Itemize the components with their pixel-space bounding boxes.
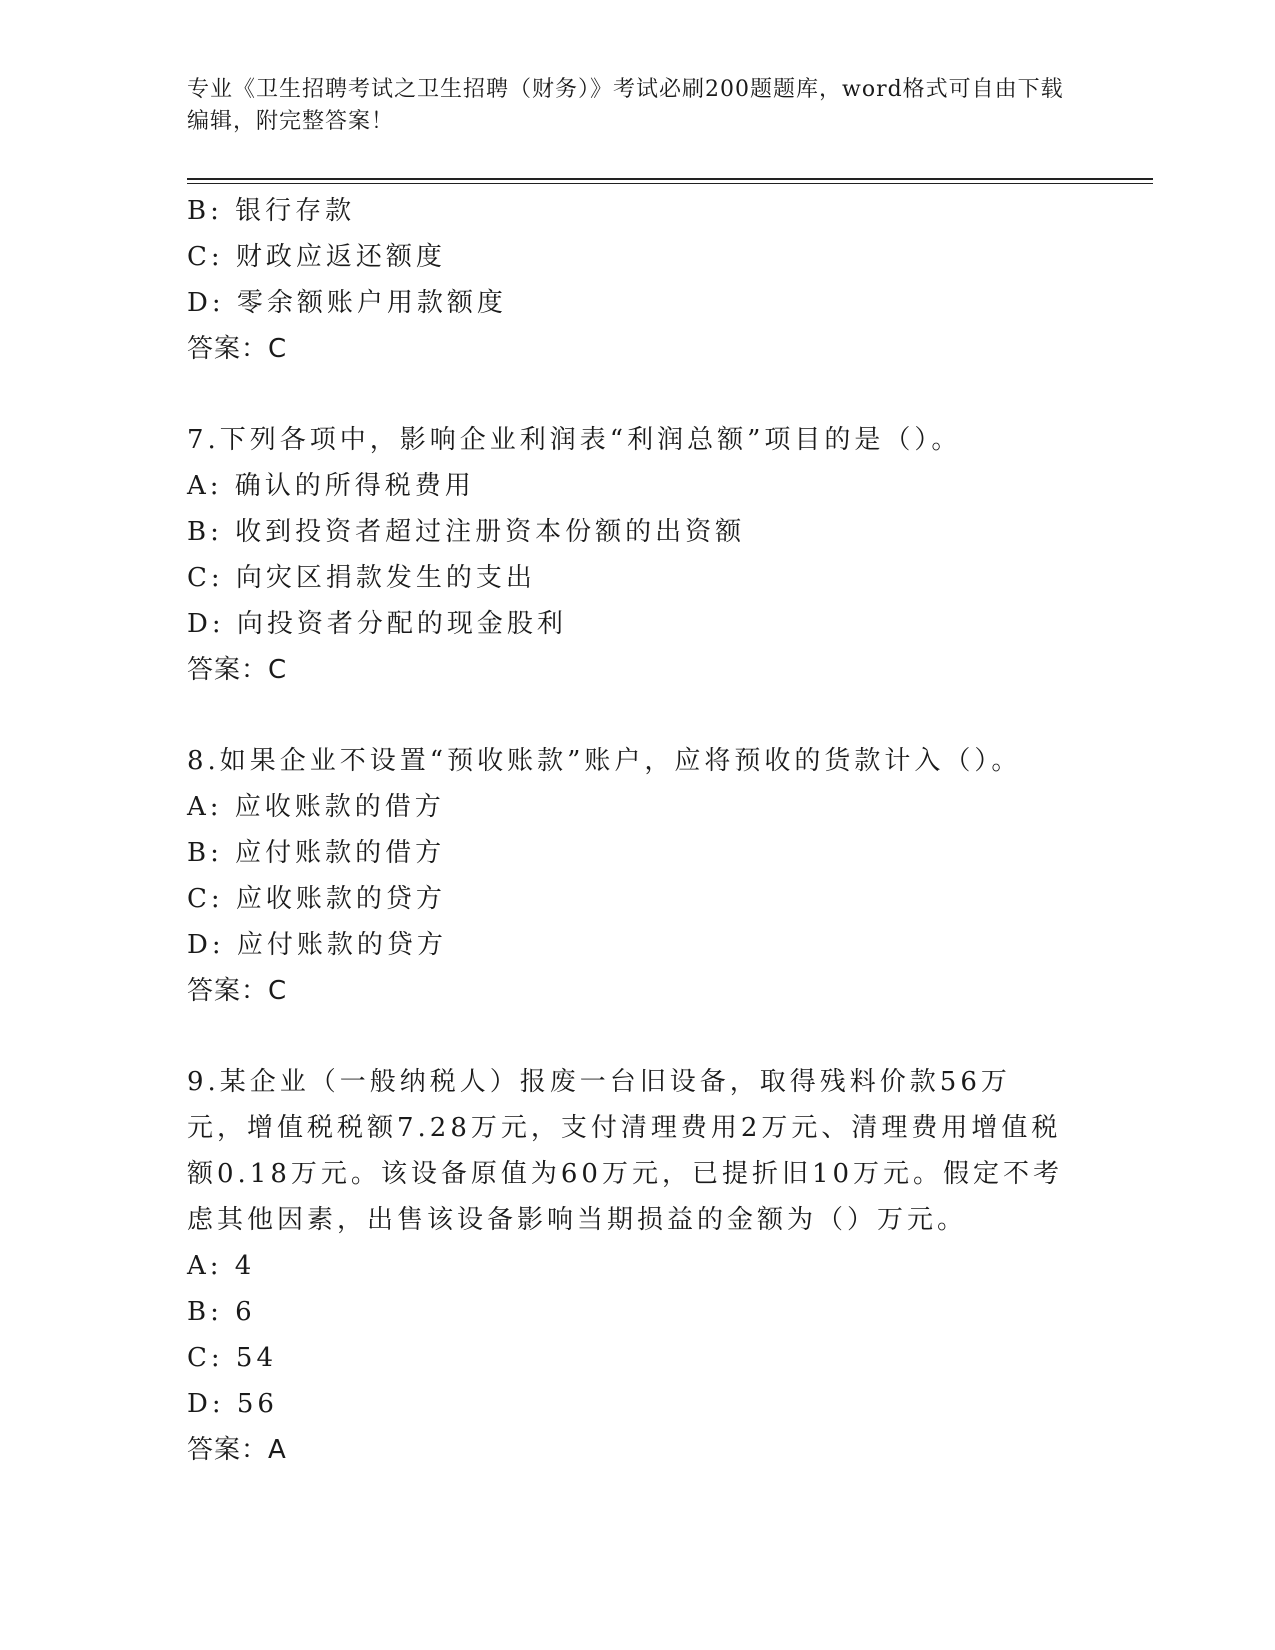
- option-c: C: 向灾区捐款发生的支出: [187, 563, 536, 593]
- answer: 答案：A: [187, 1435, 287, 1465]
- option-a: A: 应收账款的借方: [187, 792, 445, 822]
- option-a: A: 4: [187, 1251, 256, 1281]
- question-stem: 7.下列各项中，影响企业利润表“利润总额”项目的是（）。: [187, 425, 962, 455]
- document-header: 专业《卫生招聘考试之卫生招聘（财务）》考试必刷200题题库，word格式可自由下载编辑，附完整答案！: [187, 77, 1064, 134]
- option-b: B: 收到投资者超过注册资本份额的出资额: [187, 517, 746, 547]
- header-rule-thin: [187, 183, 1153, 184]
- option-d: D: 零余额账户用款额度: [187, 288, 507, 318]
- question-7: [187, 417, 1087, 693]
- answer: 答案：C: [187, 334, 288, 364]
- option-a: A: 确认的所得税费用: [187, 471, 475, 501]
- question-list: [187, 188, 1087, 1473]
- header-rule-thick: [187, 178, 1153, 180]
- option-d: D: 向投资者分配的现金股利: [187, 609, 567, 639]
- option-c: C: 财政应返还额度: [187, 242, 446, 272]
- question-stem: 9.某企业（一般纳税人）报废一台旧设备，取得残料价款56万元，增值税税额7.28万元，支付清理费用2万元、清理费用增值税额0.18万元。该设备原值为60万元，已提折旧10万元。假定不考虑其他因素，出售该设备影响当期损益的金额为（）万元。: [187, 1067, 1064, 1235]
- question-8: [187, 738, 1087, 1014]
- question-9: [187, 1059, 1087, 1473]
- answer: 答案：C: [187, 655, 288, 685]
- option-b: B: 应付账款的借方: [187, 838, 446, 868]
- option-c: C: 应收账款的贷方: [187, 884, 446, 914]
- option-d: D: 应付账款的贷方: [187, 930, 447, 960]
- option-b: B: 银行存款: [187, 196, 356, 226]
- answer: 答案：C: [187, 976, 288, 1006]
- option-b: B: 6: [187, 1297, 256, 1327]
- prev-question-block: [187, 188, 1087, 372]
- option-d: D: 56: [187, 1389, 278, 1419]
- option-c: C: 54: [187, 1343, 278, 1373]
- question-stem: 8.如果企业不设置“预收账款”账户，应将预收的货款计入（）。: [187, 746, 1022, 776]
